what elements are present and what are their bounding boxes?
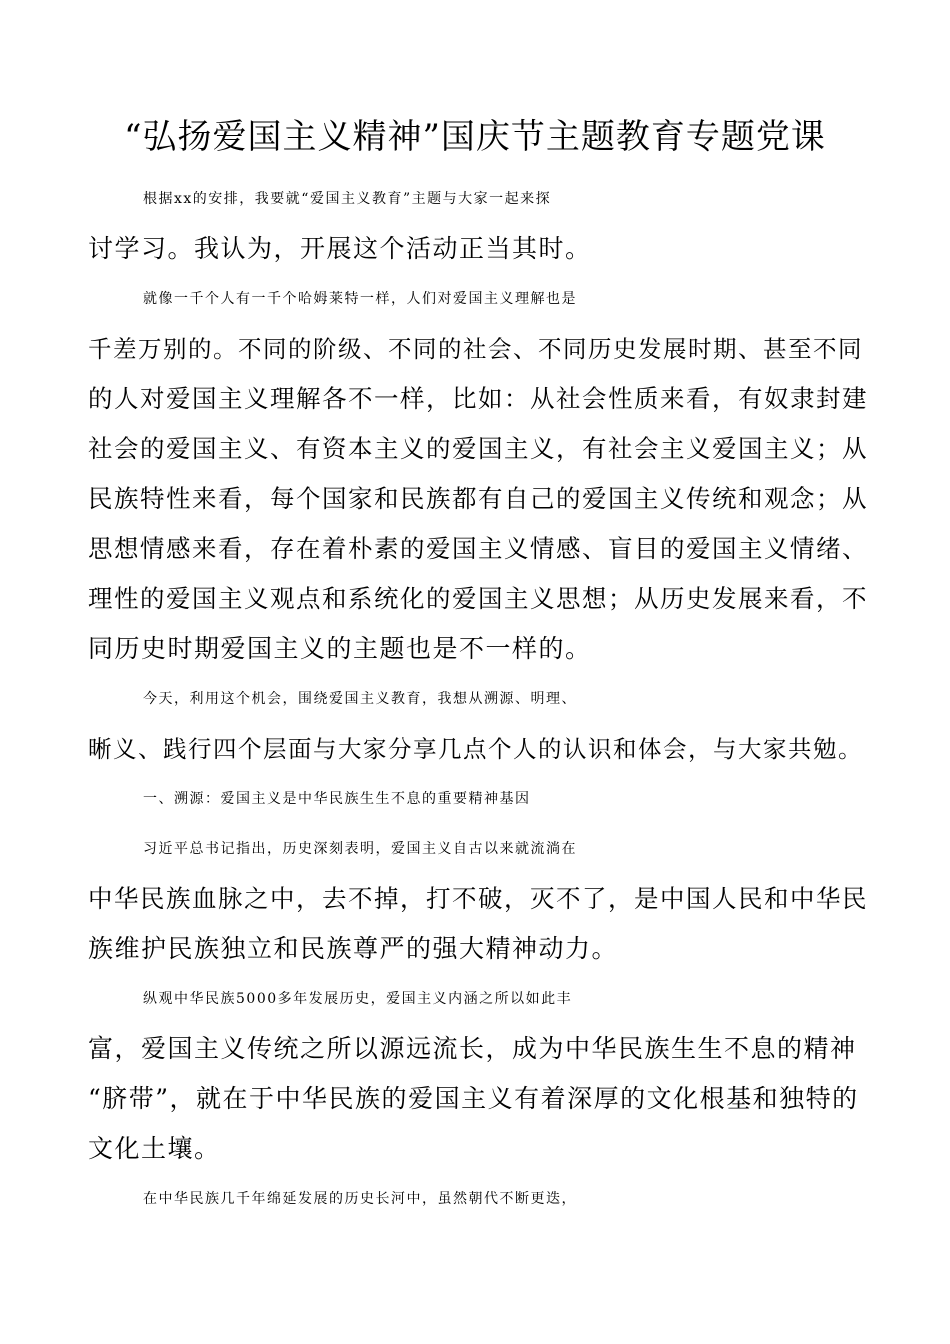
text-line: 文化土壤。	[88, 1134, 221, 1163]
text-line: 一、溯源：爱国主义是中华民族生生不息的重要精神基因	[143, 791, 531, 807]
text-line: 的人对爱国主义理解各不一样，比如：从社会性质来看，有奴隶封建	[88, 384, 868, 413]
text-line: 中华民族血脉之中，去不掉，打不破，灭不了，是中国人民和中华民	[88, 884, 868, 913]
text-line: “脐带”，就在于中华民族的爱国主义有着深厚的文化根基和独特的	[88, 1084, 859, 1113]
text-line: 纵观中华民族5000多年发展历史，爱国主义内涵之所以如此丰	[143, 991, 573, 1007]
text-line: 今天，利用这个机会，围绕爱国主义教育，我想从溯源、明理、	[143, 691, 577, 707]
document-title: “弘扬爱国主义精神”国庆节主题教育专题党课	[124, 117, 826, 157]
text-line: 社会的爱国主义、有资本主义的爱国主义，有社会主义爱国主义；从	[88, 434, 868, 463]
text-line: 理性的爱国主义观点和系统化的爱国主义思想；从历史发展来看，不	[88, 584, 868, 613]
text-line: 民族特性来看，每个国家和民族都有自己的爱国主义传统和观念；从	[88, 484, 868, 513]
text-line: 就像一千个人有一千个哈姆莱特一样，人们对爱国主义理解也是	[143, 291, 577, 307]
text-line: 族维护民族独立和民族尊严的强大精神动力。	[88, 934, 619, 963]
text-line: 在中华民族几千年绵延发展的历史长河中，虽然朝代不断更迭，	[143, 1191, 577, 1207]
text-line: 习近平总书记指出，历史深刻表明，爱国主义自古以来就流淌在	[143, 841, 577, 857]
text-line: 晰义、践行四个层面与大家分享几点个人的认识和体会，与大家共勉。	[88, 735, 863, 763]
text-line: 同历史时期爱国主义的主题也是不一样的。	[88, 634, 592, 663]
text-line: 富，爱国主义传统之所以源远流长，成为中华民族生生不息的精神	[88, 1034, 857, 1063]
text-line: 根据xx的安排，我要就“爱国主义教育”主题与大家一起来探	[143, 191, 552, 207]
text-line: 讨学习。我认为，开展这个活动正当其时。	[88, 234, 592, 263]
text-line: 思想情感来看，存在着朴素的爱国主义情感、盲目的爱国主义情绪、	[88, 534, 868, 563]
document-body	[88, 174, 868, 1224]
text-line: 千差万别的。不同的阶级、不同的社会、不同历史发展时期、甚至不同	[88, 335, 863, 363]
